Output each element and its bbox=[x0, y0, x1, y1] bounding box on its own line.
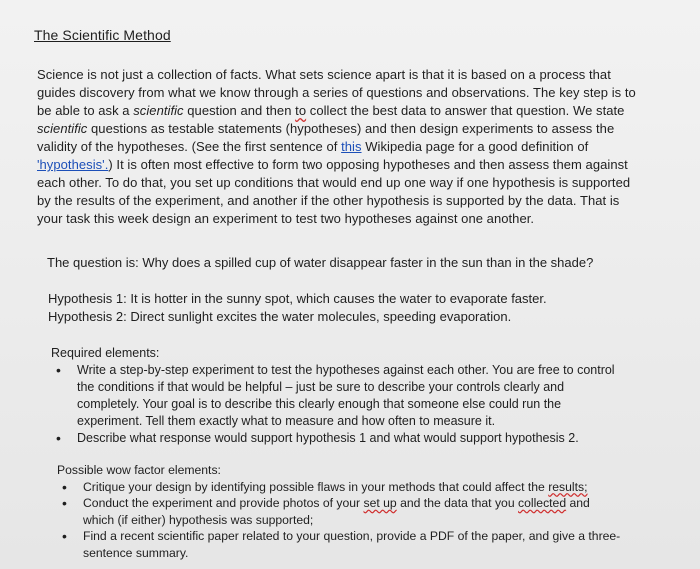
intro-line: your task this week design an experiment to test two hypotheses against one another. bbox=[37, 211, 535, 226]
intro-line: Science is not just a collection of facts. What sets science apart is that it is based on a process that bbox=[37, 67, 611, 82]
text: question and then bbox=[183, 103, 296, 118]
wow-factor-elements bbox=[57, 462, 667, 561]
item-line bbox=[83, 479, 667, 496]
text: be able to ask a bbox=[37, 103, 134, 118]
text: collect the best data to answer that question. We state bbox=[306, 103, 625, 118]
wow-heading: Possible wow factor elements: bbox=[57, 463, 221, 477]
emphasis: scientific bbox=[133, 103, 184, 118]
item-line: which (if either) hypothesis was supported; bbox=[83, 512, 314, 527]
bullet-icon: • bbox=[56, 430, 61, 446]
document-title: The Scientific Method bbox=[34, 27, 171, 43]
intro-paragraph bbox=[37, 66, 665, 228]
text: and bbox=[566, 496, 590, 510]
required-elements bbox=[51, 345, 671, 447]
bullet-icon: • bbox=[62, 528, 67, 544]
text: Critique your design by identifying possible flaws in your methods that could affect the bbox=[83, 479, 549, 494]
text: ) It is often most effective to form two opposing hypotheses and then assess them against bbox=[108, 157, 628, 172]
item-line bbox=[83, 495, 667, 512]
bullet-icon: • bbox=[62, 495, 67, 511]
intro-line bbox=[37, 120, 665, 138]
text: and the data that you bbox=[396, 496, 518, 510]
hypothesis-link[interactable]: 'hypothesis'. bbox=[37, 157, 109, 172]
intro-line bbox=[37, 102, 665, 120]
list-item bbox=[51, 430, 671, 447]
item-line: Write a step-by-step experiment to test the hypotheses against each other. You are free to control bbox=[77, 363, 615, 377]
item-line: Describe what response would support hypothesis 1 and what would support hypothesis 2. bbox=[77, 431, 579, 445]
spellcheck-word: collected bbox=[518, 496, 567, 510]
hypothesis-2: Hypothesis 2: Direct sunlight excites the water molecules, speeding evaporation. bbox=[48, 309, 512, 324]
intro-line: each other. To do that, you set up conditions that would end up one way if one hypothesis is supported bbox=[37, 175, 631, 190]
intro-line bbox=[37, 156, 665, 174]
spellcheck-word: to bbox=[295, 103, 307, 118]
text: questions as testable statements (hypotheses) and then design experiments to assess the bbox=[87, 121, 615, 136]
list-item bbox=[51, 362, 671, 430]
list-item bbox=[57, 495, 667, 528]
emphasis: scientific bbox=[37, 121, 88, 136]
text: Conduct the experiment and provide photos of your bbox=[83, 496, 364, 510]
item-line: completely. Your goal is to describe this clearly enough that someone else could run the bbox=[77, 397, 562, 411]
wow-list bbox=[57, 479, 667, 562]
hypothesis-1: Hypothesis 1: It is hotter in the sunny spot, which causes the water to evaporate faster. bbox=[48, 291, 547, 306]
intro-line bbox=[37, 138, 665, 156]
item-line: experiment. Tell them exactly what to measure and how often to measure it. bbox=[77, 414, 496, 428]
hypotheses-block bbox=[48, 290, 668, 326]
text: Wikipedia page for a good definition of bbox=[361, 139, 589, 154]
item-line: the conditions if that would be helpful – just be sure to describe your controls clearly and bbox=[77, 380, 565, 394]
bullet-icon: • bbox=[62, 478, 67, 495]
intro-line: by the results of the experiment, and another if the other hypothesis is supported by the data. That is bbox=[37, 193, 620, 208]
item-line: sentence summary. bbox=[83, 545, 189, 560]
list-item bbox=[57, 528, 667, 561]
spellcheck-word: set up bbox=[363, 496, 397, 510]
required-list bbox=[51, 362, 671, 447]
required-heading: Required elements: bbox=[51, 346, 160, 360]
intro-line: guides discovery from what we know through a series of questions and observations. The key step is to bbox=[37, 85, 636, 100]
list-item bbox=[57, 479, 667, 496]
spellcheck-word: results; bbox=[548, 479, 588, 494]
text: validity of the hypotheses. (See the first sentence of bbox=[37, 139, 342, 154]
question-text: The question is: Why does a spilled cup of water disappear faster in the sun than in the shade? bbox=[47, 255, 594, 270]
bullet-icon: • bbox=[56, 362, 61, 378]
item-line: Find a recent scientific paper related to your question, provide a PDF of the paper, and give a three- bbox=[83, 529, 621, 543]
wikipedia-link[interactable]: this bbox=[341, 139, 362, 154]
